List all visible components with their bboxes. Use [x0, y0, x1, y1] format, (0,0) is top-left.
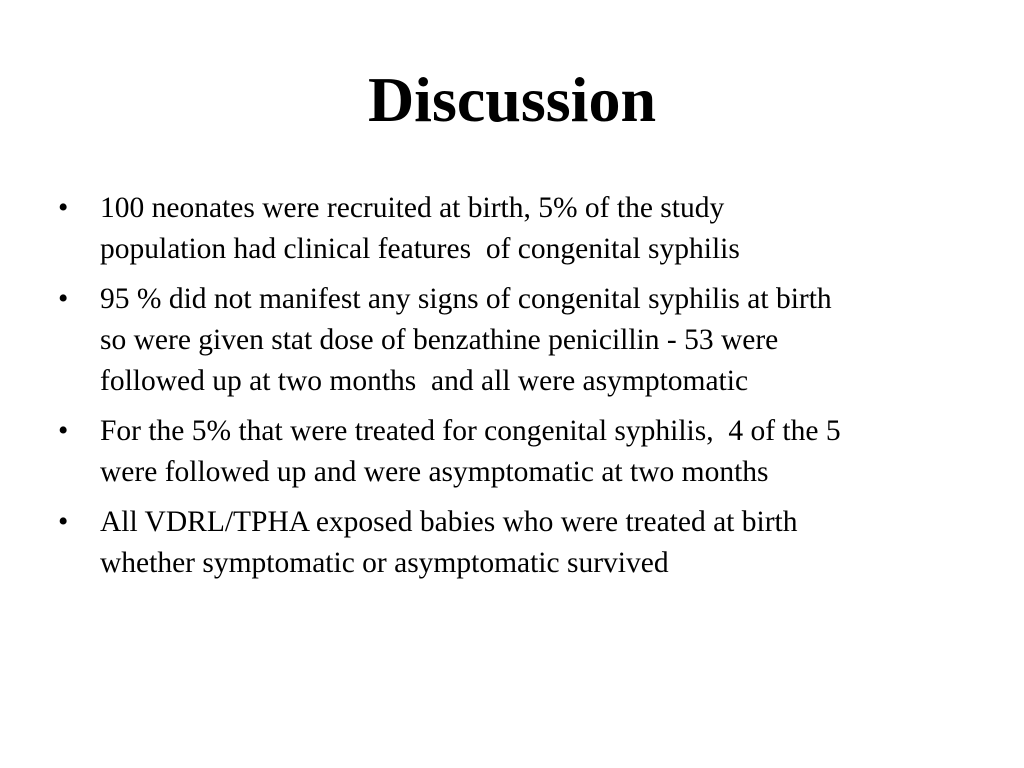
- bullet-point-icon: •: [58, 192, 69, 224]
- bullet-text: All VDRL/TPHA exposed babies who were treated at birth whether symptomatic or asymptomatic survived: [100, 506, 798, 579]
- bullet-item: [58, 279, 970, 402]
- bullet-text: 95 % did not manifest any signs of congenital syphilis at birth so were given stat dose of benzathine penicillin - 53 were followed up at two months and all were asymptomatic: [100, 283, 832, 397]
- bullet-point-icon: •: [58, 415, 69, 447]
- bullet-item: [58, 411, 970, 493]
- bullet-text: For the 5% that were treated for congenital syphilis, 4 of the 5 were followed up and were asymptomatic at two months: [100, 415, 841, 488]
- bullet-point-icon: •: [58, 506, 69, 538]
- bullet-text: 100 neonates were recruited at birth, 5% of the study population had clinical features of congenital syphilis: [100, 192, 740, 265]
- bullet-point-icon: •: [58, 283, 69, 315]
- bullet-list: [58, 188, 970, 593]
- bullet-item: [58, 188, 970, 270]
- bullet-item: [58, 502, 970, 584]
- slide-title: Discussion: [367, 64, 657, 135]
